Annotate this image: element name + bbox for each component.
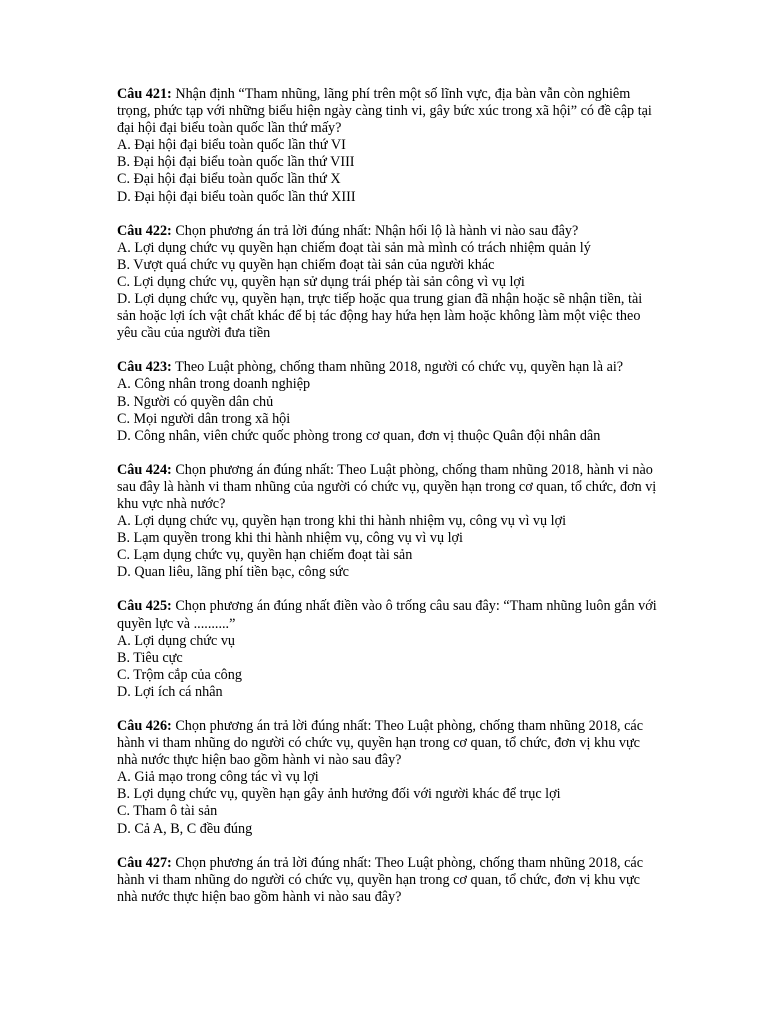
option-a: A. Lợi dụng chức vụ xyxy=(117,632,236,649)
option-a: A. Giả mạo trong công tác vì vụ lợi xyxy=(117,769,319,786)
option-d: D. Quan liêu, lãng phí tiền bạc, công sức xyxy=(117,564,349,581)
question-423 xyxy=(117,359,657,444)
question-421 xyxy=(117,86,657,206)
option-b: B. Tiêu cực xyxy=(117,649,183,666)
option-a: A. Lợi dụng chức vụ quyền hạn chiếm đoạt tài sản mà mình có trách nhiệm quản lý xyxy=(117,239,591,256)
option-c: C. Lợi dụng chức vụ, quyền hạn sử dụng trái phép tài sản công vì vụ lợi xyxy=(117,273,525,290)
question-stem xyxy=(117,223,657,240)
question-text: Chọn phương án trả lời đúng nhất: Theo Luật phòng, chống tham nhũng 2018, các hành vi tham nhũng do người có chức vụ, quyền hạn trong cơ quan, tổ chức, đơn vị khu vực nhà nước thực hiện bao gồm hành vi nào sau đây? xyxy=(117,718,644,769)
option-b: B. Lạm quyền trong khi thi hành nhiệm vụ, công vụ vì vụ lợi xyxy=(117,530,463,547)
question-425 xyxy=(117,598,657,701)
question-424 xyxy=(117,462,657,582)
question-stem xyxy=(117,855,657,906)
question-label: Câu 424: xyxy=(117,461,172,478)
option-b: B. Đại hội đại biểu toàn quốc lần thứ VIII xyxy=(117,154,355,171)
question-label: Câu 426: xyxy=(117,718,172,734)
question-label: Câu 423: xyxy=(117,359,172,376)
option-b: B. Người có quyền dân chủ xyxy=(117,393,274,410)
option-c: C. Mọi người dân trong xã hội xyxy=(117,410,291,427)
question-text: Chọn phương án trả lời đúng nhất: Nhận hối lộ là hành vi nào sau đây? xyxy=(175,222,579,239)
question-label: Câu 421: xyxy=(117,86,172,102)
option-a: A. Công nhân trong doanh nghiệp xyxy=(117,376,311,393)
question-label: Câu 427: xyxy=(117,854,172,871)
option-c: C. Lạm dụng chức vụ, quyền hạn chiếm đoạt tài sản xyxy=(117,547,413,564)
question-426 xyxy=(117,718,657,838)
question-text: Nhận định “Tham nhũng, lãng phí trên một số lĩnh vực, địa bàn vẫn còn nghiêm trọng, phức tạp với những biểu hiện ngày càng tinh vi, gây bức xúc trong xã hội” có đề cập tại đại hội đại biểu toàn quốc lần thứ mấy? xyxy=(117,86,652,137)
question-text: Theo Luật phòng, chống tham nhũng 2018, người có chức vụ, quyền hạn là ai? xyxy=(175,359,624,376)
question-text: Chọn phương án đúng nhất điền vào ô trống câu sau đây: “Tham nhũng luôn gắn với quyền lực và ..........” xyxy=(117,598,657,632)
option-b: B. Vượt quá chức vụ quyền hạn chiếm đoạt tài sản của người khác xyxy=(117,256,495,273)
option-a: A. Lợi dụng chức vụ, quyền hạn trong khi thi hành nhiệm vụ, công vụ vì vụ lợi xyxy=(117,513,567,530)
option-d: D. Lợi dụng chức vụ, quyền hạn, trực tiếp hoặc qua trung gian đã nhận hoặc sẽ nhận tiền, tài sản hoặc lợi ích vật chất khác để bị tác động hay hứa hẹn làm hoặc không làm một việc theo yêu cầu của người đưa tiền xyxy=(117,291,643,342)
question-stem xyxy=(117,462,657,513)
option-c: C. Trộm cắp của công xyxy=(117,666,242,683)
question-422 xyxy=(117,223,657,343)
option-b: B. Lợi dụng chức vụ, quyền hạn gây ảnh hưởng đối với người khác để trục lợi xyxy=(117,786,561,803)
question-stem xyxy=(117,598,657,632)
option-d: D. Cả A, B, C đều đúng xyxy=(117,820,253,837)
question-427 xyxy=(117,855,657,906)
question-stem xyxy=(117,718,657,769)
question-label: Câu 425: xyxy=(117,598,172,615)
option-c: C. Tham ô tài sản xyxy=(117,803,218,820)
option-d: D. Lợi ích cá nhân xyxy=(117,683,223,700)
question-label: Câu 422: xyxy=(117,222,172,239)
option-a: A. Đại hội đại biểu toàn quốc lần thứ VI xyxy=(117,137,346,154)
question-text: Chọn phương án trả lời đúng nhất: Theo Luật phòng, chống tham nhũng 2018, các hành vi tham nhũng do người có chức vụ, quyền hạn trong cơ quan, tổ chức, đơn vị khu vực nhà nước thực hiện bao gồm hành vi nào sau đây? xyxy=(117,854,644,905)
question-stem xyxy=(117,86,657,137)
document-page xyxy=(117,86,657,923)
option-d: D. Công nhân, viên chức quốc phòng trong cơ quan, đơn vị thuộc Quân đội nhân dân xyxy=(117,427,601,444)
question-stem xyxy=(117,359,657,376)
question-text: Chọn phương án đúng nhất: Theo Luật phòng, chống tham nhũng 2018, hành vi nào sau đây là hành vi tham nhũng của người có chức vụ, quyền hạn trong cơ quan, tổ chức, đơn vị khu vực nhà nước? xyxy=(117,461,657,512)
option-c: C. Đại hội đại biểu toàn quốc lần thứ X xyxy=(117,171,341,188)
option-d: D. Đại hội đại biểu toàn quốc lần thứ XIII xyxy=(117,188,356,205)
